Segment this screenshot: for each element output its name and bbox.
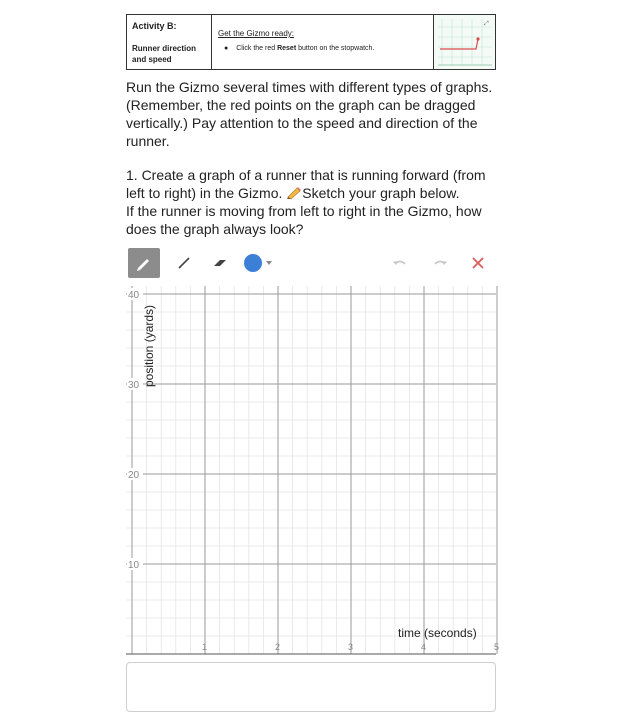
redo-icon — [431, 255, 449, 271]
activity-table — [126, 14, 496, 70]
intro-paragraph: Run the Gizmo several times with different types of graphs. (Remember, the red points on the graph can be dragged vertically.) Pay attention to the speed and direction of the runner. — [126, 79, 493, 149]
line-icon — [176, 255, 192, 271]
graph-canvas[interactable] — [126, 286, 500, 656]
get-ready-heading: Get the Gizmo ready: — [218, 29, 295, 38]
eraser-tool-button[interactable] — [204, 248, 236, 278]
pencil-icon — [135, 254, 153, 272]
redo-button[interactable] — [424, 248, 456, 278]
y-tick-label: 40 — [128, 290, 140, 301]
x-tick-label: 4 — [421, 642, 427, 652]
activity-title: Activity B: — [132, 21, 177, 31]
activity-label-cell — [127, 15, 212, 69]
y-axis-label: position (yards) — [142, 304, 156, 387]
x-tick-label: 3 — [348, 642, 354, 652]
answer-textbox[interactable] — [126, 662, 496, 712]
mini-graph-icon — [434, 15, 495, 69]
undo-button[interactable] — [384, 248, 416, 278]
pencil-icon — [286, 187, 302, 199]
drawing-toolbar — [126, 246, 496, 280]
question-1: 1. Create a graph of a runner that is running forward (from left to right) in the Gizmo. Sketch your graph below. If the runner is moving from left to right in the Gizmo, how does the graph always look? — [126, 167, 486, 237]
bullet-icon: ● — [224, 45, 229, 52]
reset-instruction: ● Click the red Reset button on the stopwatch. — [224, 45, 375, 52]
activity-instructions-cell — [212, 15, 434, 69]
eraser-icon — [212, 255, 228, 271]
svg-text:⤢: ⤢ — [484, 21, 489, 27]
x-tick-label: 5 — [494, 642, 500, 652]
clear-button[interactable] — [462, 248, 494, 278]
color-swatch-icon — [242, 252, 282, 274]
line-tool-button[interactable] — [168, 248, 200, 278]
y-tick-label: 30 — [128, 380, 140, 391]
clear-icon — [470, 255, 486, 271]
x-tick-label: 2 — [275, 642, 281, 652]
gizmo-thumbnail — [433, 15, 495, 69]
pencil-tool-button[interactable] — [128, 248, 160, 278]
x-axis-label: time (seconds) — [398, 626, 477, 640]
y-tick-label: 10 — [128, 560, 140, 571]
sketch-graph[interactable] — [126, 286, 500, 656]
activity-subtitle: Runner direction and speed — [132, 44, 197, 64]
y-tick-label: 20 — [128, 470, 140, 481]
color-picker-button[interactable] — [240, 248, 284, 278]
x-tick-label: 1 — [202, 642, 208, 652]
undo-icon — [391, 255, 409, 271]
